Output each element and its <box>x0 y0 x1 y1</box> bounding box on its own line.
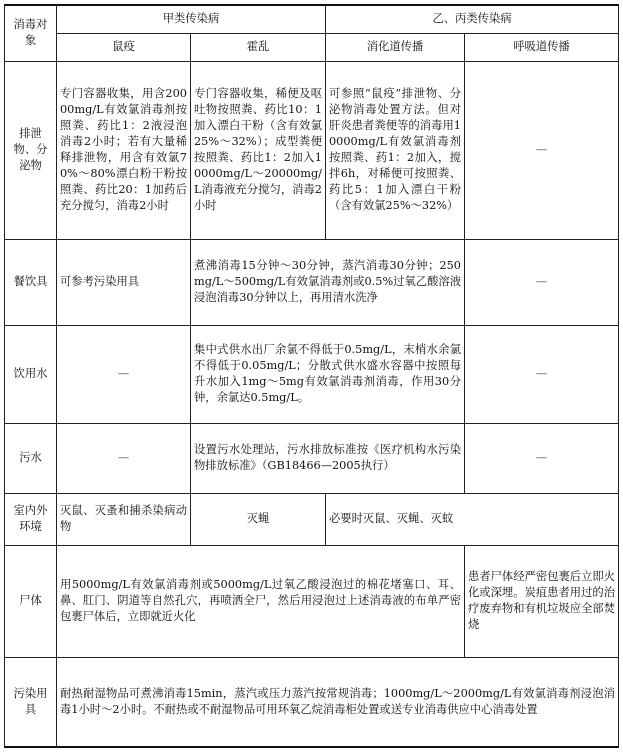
cell-tableware-plague: 可参考污染用具 <box>57 239 191 325</box>
cell-corpse-main: 用5000mg/L有效氯消毒剂或5000mg/L过氧乙酸浸泡过的棉花堵塞口、耳、鼻、肛门、阴道等自然孔穴，再喷洒全尸，然后用浸泡过上述消毒液的布单严密包裹尸体后，立即就近火化 <box>57 545 465 657</box>
cell-environment-plague: 灭鼠、灭蚤和捕杀染病动物 <box>57 493 191 545</box>
cell-utensils-all: 耐热耐湿物品可煮沸消毒15min，蒸汽或压力蒸汽按常规消毒；1000mg/L～2000mg/L有效氯消毒剂浸泡消毒1小时～2小时。不耐热或不耐湿物品可用环氧乙烷消毒柜处置或送专业消毒供应中心消毒处置 <box>57 657 619 747</box>
row-excreta <box>5 61 619 239</box>
cell-water-plague: — <box>57 325 191 423</box>
cell-excreta-cholera: 专门容器收集，稀便及呕吐物按照粪、药比10：1加入漂白干粉（含有效氯25%～32%）；成型粪便按照粪、药比1：2加入10000mg/L～20000mg/L消毒液充分搅匀，消毒2小时 <box>191 61 326 239</box>
row-utensils <box>5 657 619 747</box>
row-label-environment: 室内外环境 <box>5 493 57 545</box>
cell-environment-cholera: 灭蝇 <box>191 493 326 545</box>
cell-water-respiratory: — <box>465 325 619 423</box>
row-label-excreta: 排泄物、分泌物 <box>5 61 57 239</box>
row-label-sewage: 污水 <box>5 423 57 493</box>
cell-environment-bc: 必要时灭鼠、灭蝇、灭蚊 <box>326 493 619 545</box>
row-label-utensils: 污染用具 <box>5 657 57 747</box>
header-cholera: 霍乱 <box>191 33 326 61</box>
header-object-cell: 消毒对象 <box>5 5 57 61</box>
header-digestive: 消化道传播 <box>326 33 465 61</box>
row-label-tableware: 餐饮具 <box>5 239 57 325</box>
row-sewage <box>5 423 619 493</box>
header-group-bc: 乙、丙类传染病 <box>326 5 619 33</box>
header-group-a: 甲类传染病 <box>57 5 326 33</box>
row-environment <box>5 493 619 545</box>
cell-sewage-main: 设置污水处理站，污水排放标准按《医疗机构水污染物排放标准》（GB18466—2005执行） <box>191 423 465 493</box>
cell-sewage-respiratory: — <box>465 423 619 493</box>
cell-water-main: 集中式供水出厂余氯不得低于0.5mg/L，末梢水余氯不得低于0.05mg/L；分散式供水盛水容器中按照每升水加入1mg～5mg有效氯消毒剂消毒，作用30分钟，余氯达0.5mg/L。 <box>191 325 465 423</box>
header-plague: 鼠疫 <box>57 33 191 61</box>
disinfection-table <box>4 4 619 748</box>
header-row-groups <box>5 5 619 33</box>
cell-sewage-plague: — <box>57 423 191 493</box>
cell-excreta-digestive: 可参照“鼠疫”排泄物、分泌物消毒处置方法。但对肝炎患者粪便等的消毒用10000mg/L有效氯消毒剂按照粪、药1：2加入，搅拌6h，对稀便可按照粪、药比5：1加入漂白干粉（含有效氯25%～32%） <box>326 61 465 239</box>
row-drinking-water <box>5 325 619 423</box>
cell-tableware-main: 煮沸消毒15分钟～30分钟，蒸汽消毒30分钟；250mg/L～500mg/L有效氯消毒剂或0.5%过氧乙酸溶液浸泡消毒30分钟以上，再用清水洗净 <box>191 239 465 325</box>
row-tableware <box>5 239 619 325</box>
cell-excreta-respiratory: — <box>465 61 619 239</box>
header-row-columns <box>5 33 619 61</box>
cell-tableware-respiratory: — <box>465 239 619 325</box>
cell-corpse-right: 患者尸体经严密包裹后立即火化或深埋。炭疽患者用过的治疗废弃物和有机垃圾应全部焚烧 <box>465 545 619 657</box>
row-corpse <box>5 545 619 657</box>
header-respiratory: 呼吸道传播 <box>465 33 619 61</box>
row-label-drinking-water: 饮用水 <box>5 325 57 423</box>
cell-excreta-plague: 专门容器收集，用含20000mg/L有效氯消毒剂按照粪、药比1：2液浸泡消毒2小时；若有大量稀释排泄物，用含有效氯70%～80%漂白粉干粉按照粪、药比20：1加药后充分搅匀，消毒2小时 <box>57 61 191 239</box>
row-label-corpse: 尸体 <box>5 545 57 657</box>
